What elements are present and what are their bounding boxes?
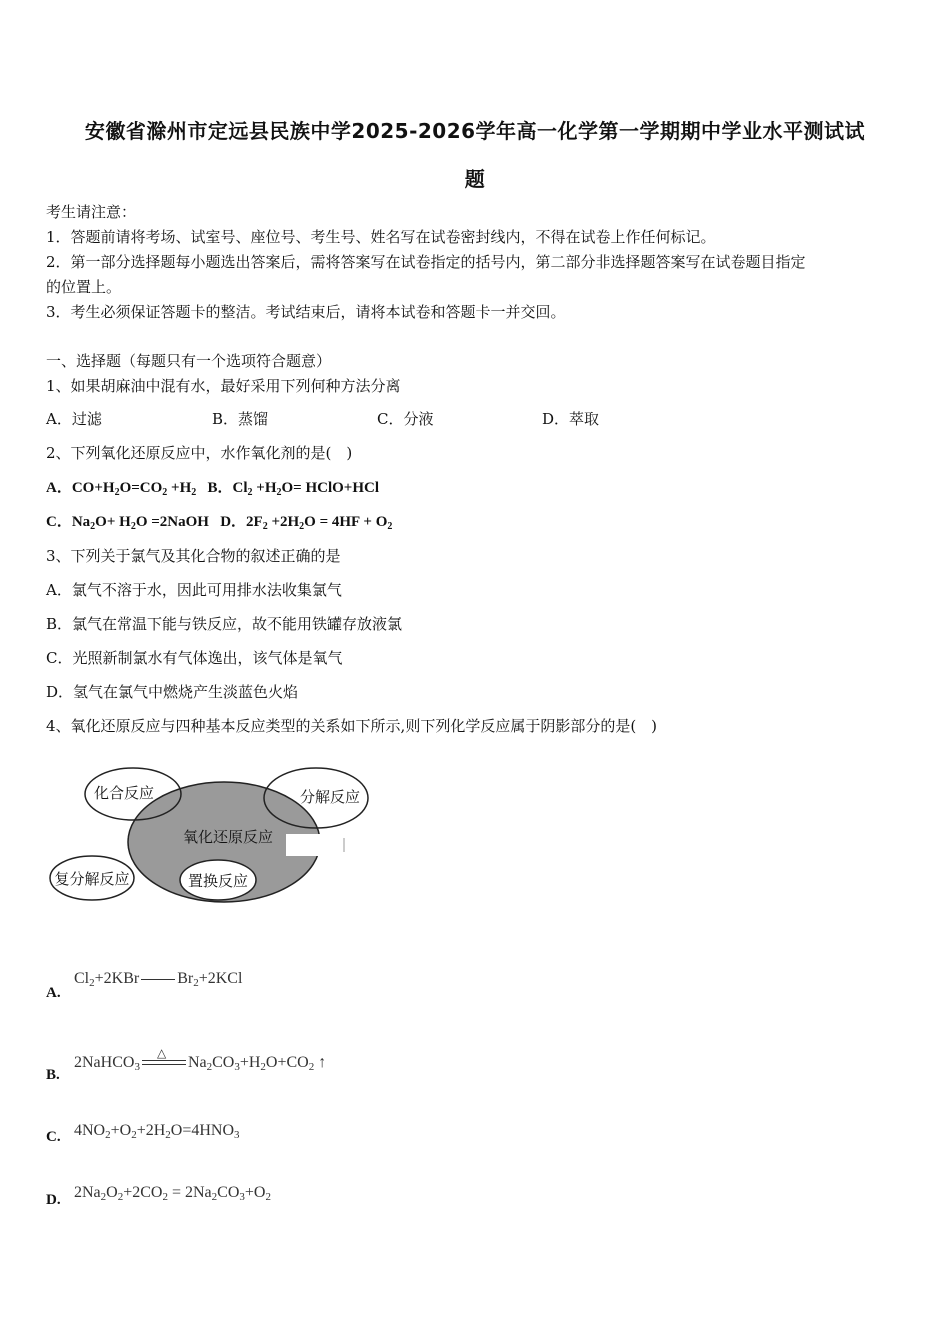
q2-options-cd: C．$Na_2O+ H_2O$ =2NaOH D．$2F_2 +2H_2O = 4HF + O_2$ [46,514,393,532]
q4-option-b-label: B. [46,1067,60,1083]
exam-title-line2: 题 [464,167,486,191]
label-double-decomposition: 复分解反应 [54,870,130,888]
notice-item-2: 2．第一部分选择题每小题选出答案后，需将答案写在试卷指定的括号内，第二部分非选择题答案写在试卷题目指定 [46,253,806,271]
reaction-type-venn-diagram [46,760,376,910]
q4-option-c-equation: $4NO_2+O_2+2H_2O=4HNO_3$ [74,1122,240,1141]
exam-title-line1: 安徽省滁州市定远县民族中学2025-2026学年高一化学第一学期期中学业水平测试试 [84,119,866,143]
q1-option-a: A．过滤 [46,410,102,428]
notice-heading: 考生请注意： [46,203,137,221]
q3-option-c: C．光照新制氯水有气体逸出，该气体是氧气 [46,649,343,667]
label-redox: 氧化还原反应 [182,828,274,846]
label-combination: 化合反应 [93,784,155,802]
question-3-stem: 3、下列关于氯气及其化合物的叙述正确的是 [46,547,341,565]
q1-option-c: C．分液 [377,410,434,428]
question-2-stem: 2、下列氧化还原反应中，水作氧化剂的是( ) [46,444,353,462]
notice-item-2-continued: 的位置上。 [46,278,122,296]
question-4-stem: 4、氧化还原反应与四种基本反应类型的关系如下所示,则下列化学反应属于阴影部分的是( ) [46,717,658,735]
notice-item-3: 3．考生必须保证答题卡的整洁。考试结束后，请将本试卷和答题卡一并交回。 [46,303,566,321]
q1-option-d: D．萃取 [542,410,600,428]
q4-option-d-equation: $2Na_2O_2+2CO_2 = 2Na_2CO_3+O_2$ [74,1184,271,1203]
q4-option-d-label: D. [46,1192,61,1208]
q4-option-b-equation: 2NaHCO$_3$ △ $Na_2CO_3+H_2O+CO_2$ ↑ [74,1046,327,1073]
q3-option-d: D．氢气在氯气中燃烧产生淡蓝色火焰 [46,683,299,701]
section-heading: 一、选择题（每题只有一个选项符合题意） [46,352,332,370]
notice-item-1: 1．答题前请将考场、试室号、座位号、考生号、姓名写在试卷密封线内，不得在试卷上作任何标记。 [46,228,716,246]
q3-option-b: B．氯气在常温下能与铁反应，故不能用铁罐存放液氯 [46,615,403,633]
q4-option-a-equation: $Cl_2+2KBr$ $Br_2+2KCl$ [74,970,243,989]
label-displacement: 置换反应 [187,872,249,890]
q4-option-a-label: A. [46,985,61,1001]
question-1-stem: 1、如果胡麻油中混有水，最好采用下列何种方法分离 [46,377,401,395]
q3-option-a: A．氯气不溶于水，因此可用排水法收集氯气 [46,581,342,599]
q2-options-ab: A．$CO+H_2O=CO_2 +H_2$ B．$Cl_2 +H_2O=$ HClO+HCl [46,480,379,498]
q1-option-b: B．蒸馏 [212,410,269,428]
label-decomposition: 分解反应 [299,788,361,806]
q4-option-c-label: C. [46,1129,61,1145]
